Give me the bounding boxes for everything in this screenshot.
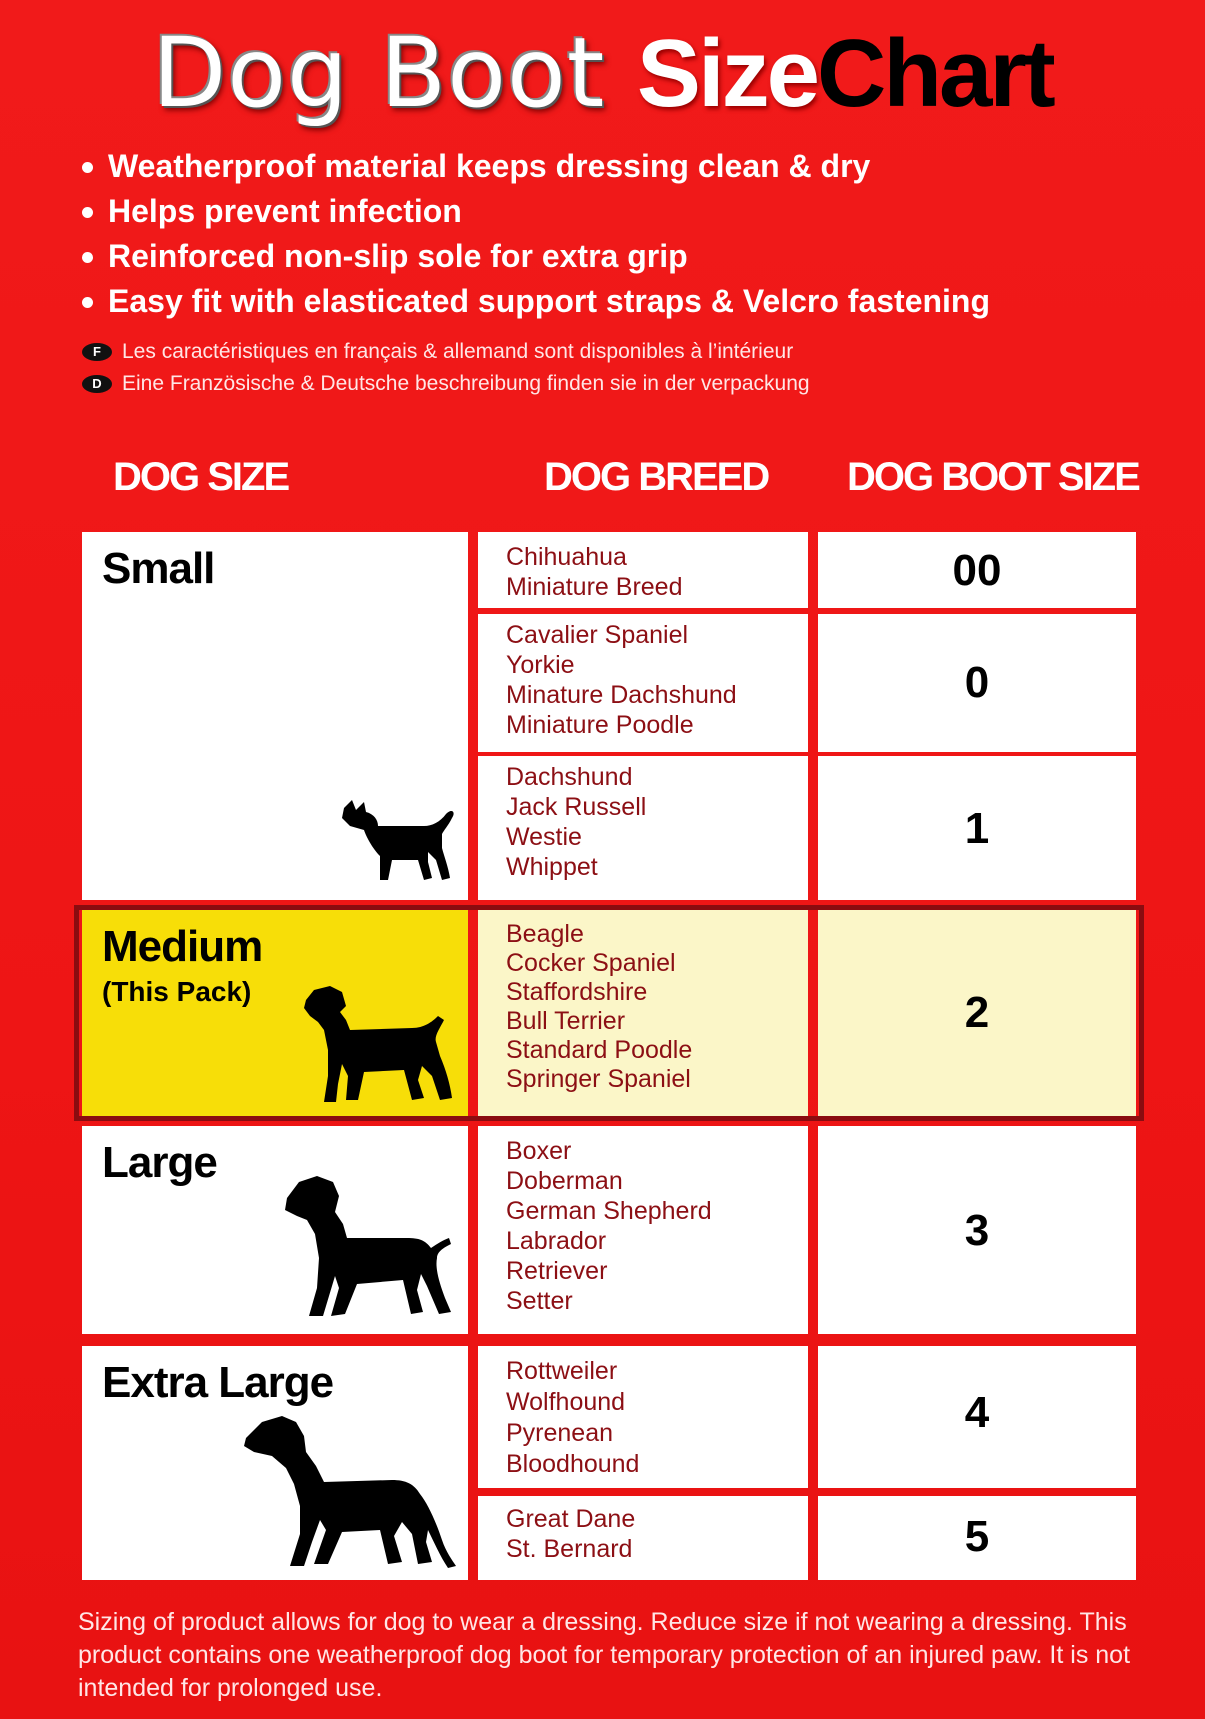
boot-size-cell-highlighted — [818, 910, 1136, 1116]
language-note-text: Les caractéristiques en français & allemand sont disponibles à l’intérieur — [122, 340, 794, 363]
breed-name: Standard Poodle — [506, 1036, 693, 1064]
boot-size-cell — [818, 1126, 1136, 1334]
breed-name: Minature Dachshund — [506, 681, 737, 709]
boot-size-value: 0 — [964, 658, 990, 707]
breed-name: German Shepherd — [506, 1197, 712, 1225]
page-title — [0, 18, 1205, 129]
small-dog-icon — [338, 796, 458, 891]
language-badge: D — [82, 375, 112, 393]
breed-name: Yorkie — [506, 651, 575, 679]
breed-cell — [478, 756, 808, 900]
feature-item: Reinforced non-slip sole for extra grip — [80, 234, 990, 279]
title-part-dog-boot: Dog Boot — [152, 17, 637, 129]
breed-name: Chihuahua — [506, 543, 627, 571]
feature-item: Helps prevent infection — [80, 189, 990, 234]
breed-cell-highlighted — [478, 910, 808, 1116]
boot-size-cell — [818, 614, 1136, 752]
header-dog-boot-size: DOG BOOT SIZE — [847, 455, 1139, 499]
breed-name: Bloodhound — [506, 1450, 640, 1478]
breed-cell — [478, 1496, 808, 1580]
breed-list — [506, 1504, 635, 1564]
breed-name: Westie — [506, 823, 582, 851]
boot-size-value: 3 — [964, 1206, 990, 1255]
breed-name: Cocker Spaniel — [506, 949, 676, 977]
breed-name: Cavalier Spaniel — [506, 621, 689, 649]
size-label: Medium — [102, 922, 263, 971]
boot-size-value: 4 — [964, 1388, 990, 1437]
breed-name: Setter — [506, 1287, 573, 1315]
size-label: Small — [102, 544, 215, 593]
breed-cell — [478, 614, 808, 752]
size-cell-extra-large — [82, 1346, 468, 1580]
title-part-size: Size — [636, 20, 817, 127]
breed-name: Doberman — [506, 1167, 623, 1195]
breed-name: Beagle — [506, 920, 584, 948]
breed-name: Labrador — [506, 1227, 607, 1255]
breed-name: Retriever — [506, 1257, 608, 1285]
header-dog-breed: DOG BREED — [544, 455, 769, 499]
breed-list — [506, 620, 737, 740]
breed-list — [506, 1136, 712, 1316]
size-label: Large — [102, 1138, 217, 1187]
breed-name: Springer Spaniel — [506, 1065, 691, 1093]
footer-note: Sizing of product allows for dog to wear a dressing. Reduce size if not wearing a dressing. This product contains one weatherproof dog boot for temporary protection of an injured paw. It is not intended for prolonged use. — [78, 1608, 1131, 1702]
breed-list — [506, 762, 646, 882]
breed-name: Whippet — [506, 853, 598, 881]
size-sublabel: (This Pack) — [102, 976, 252, 1007]
extra-large-dog-icon — [242, 1412, 458, 1572]
large-dog-icon — [277, 1168, 457, 1320]
breed-name: Staffordshire — [506, 978, 648, 1006]
breed-list — [506, 920, 692, 1094]
feature-list — [80, 144, 990, 324]
size-label: Extra Large — [102, 1358, 334, 1407]
boot-size-cell — [818, 1496, 1136, 1580]
boot-size-value: 2 — [964, 988, 990, 1037]
language-badge: F — [82, 343, 112, 361]
language-note-text: Eine Französische & Deutsche beschreibung finden sie in der verpackung — [122, 372, 810, 395]
size-cell-medium — [82, 910, 468, 1116]
breed-name: Miniature Poodle — [506, 711, 694, 739]
feature-item: Weatherproof material keeps dressing clean & dry — [80, 144, 990, 189]
feature-item: Easy fit with elasticated support straps & Velcro fastening — [80, 279, 990, 324]
boot-size-value: 5 — [964, 1512, 990, 1561]
breed-cell — [478, 1346, 808, 1488]
breed-name: Bull Terrier — [506, 1007, 626, 1035]
size-cell-large — [82, 1126, 468, 1334]
language-note-german — [82, 372, 810, 396]
header-dog-size: DOG SIZE — [113, 455, 289, 499]
breed-name: Great Dane — [506, 1505, 636, 1533]
breed-name: Boxer — [506, 1137, 572, 1165]
breed-name: Pyrenean — [506, 1419, 614, 1447]
boot-size-value: 00 — [952, 546, 1002, 595]
breed-list — [506, 542, 682, 602]
breed-cell — [478, 532, 808, 608]
size-cell-small — [82, 532, 468, 900]
language-note-french — [82, 340, 793, 364]
boot-size-value: 1 — [964, 804, 990, 853]
breed-name: Miniature Breed — [506, 573, 683, 601]
breed-name: Dachshund — [506, 763, 633, 791]
boot-size-cell — [818, 756, 1136, 900]
breed-list — [506, 1356, 639, 1480]
boot-size-cell — [818, 1346, 1136, 1488]
medium-dog-icon — [300, 980, 456, 1108]
breed-cell — [478, 1126, 808, 1334]
breed-name: Jack Russell — [506, 793, 647, 821]
breed-name: St. Bernard — [506, 1535, 633, 1563]
title-part-chart: Chart — [817, 20, 1053, 127]
breed-name: Wolfhound — [506, 1388, 626, 1416]
breed-name: Rottweiler — [506, 1357, 618, 1385]
boot-size-cell — [818, 532, 1136, 608]
